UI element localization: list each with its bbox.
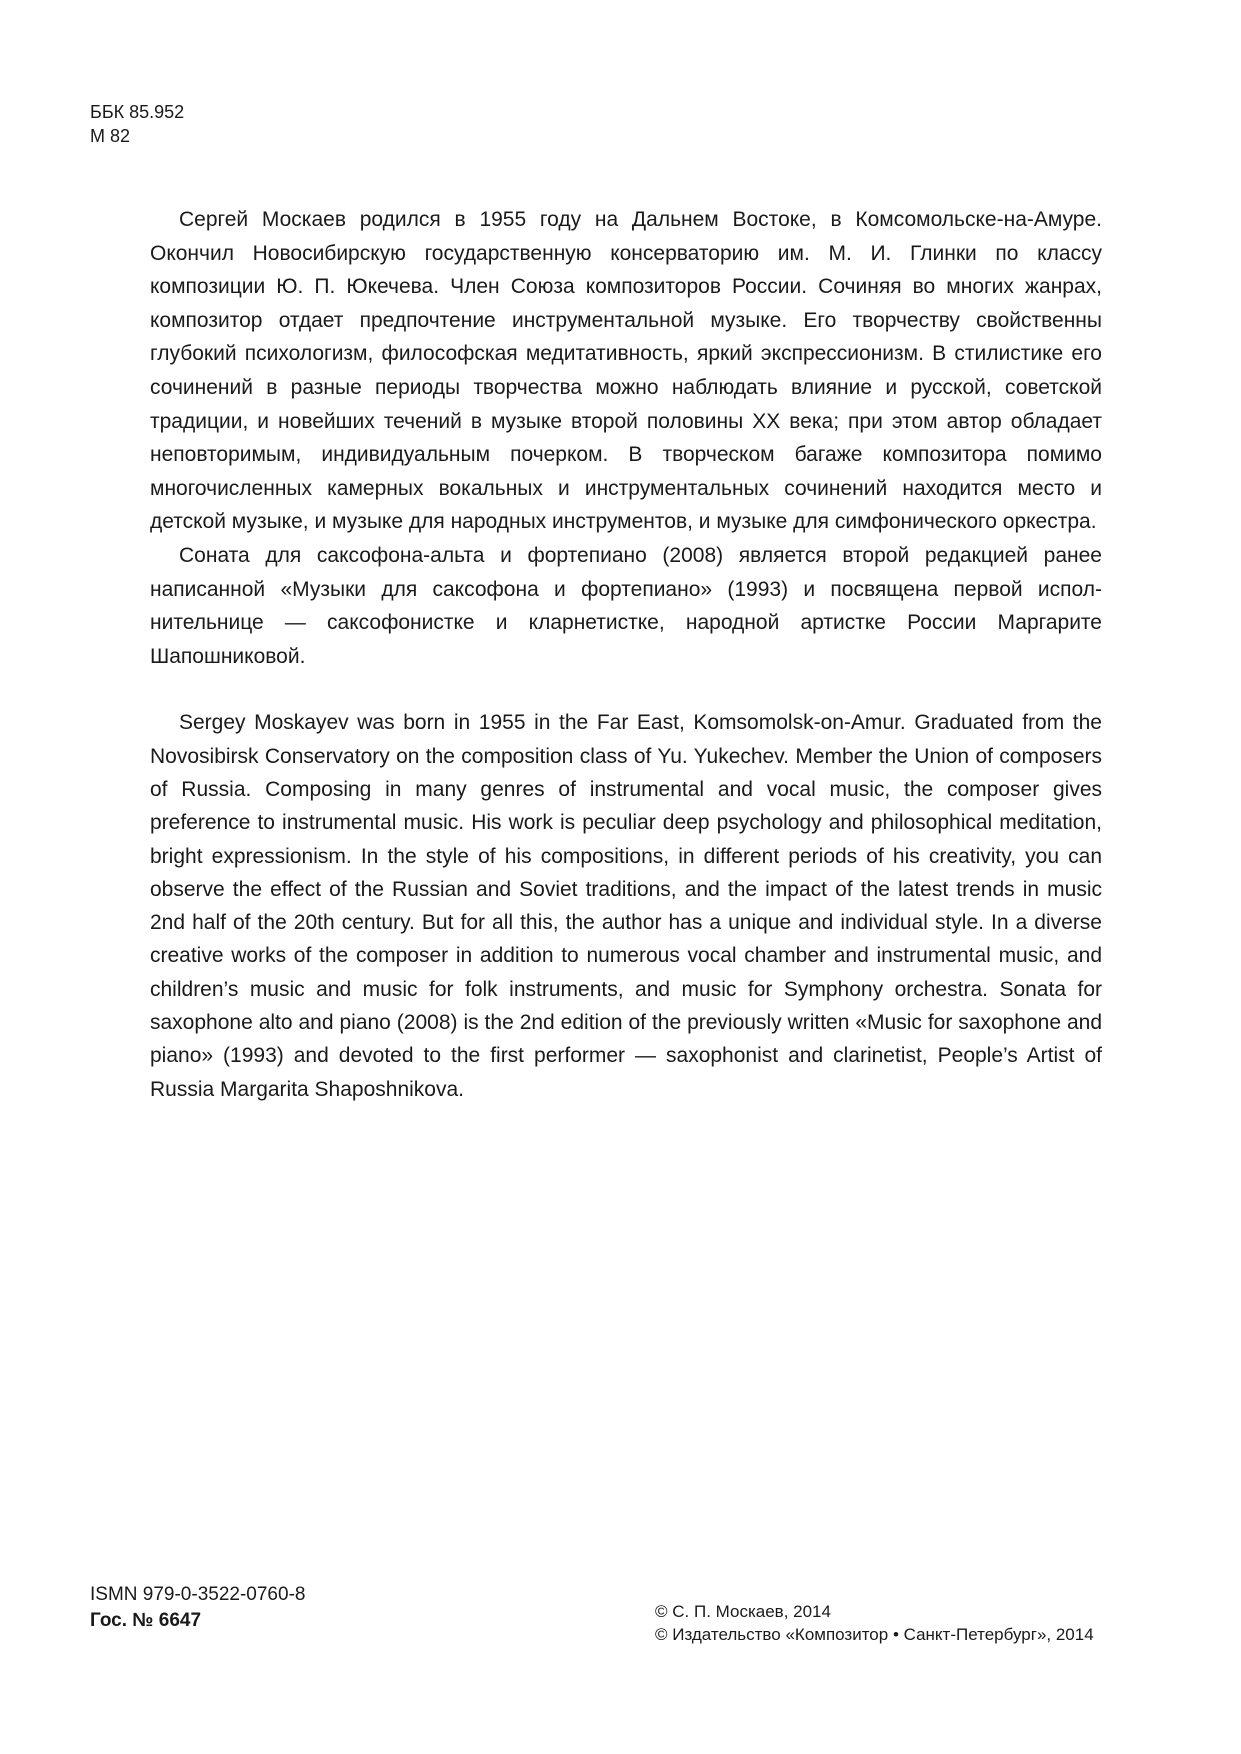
ru-paragraph-biography: Сергей Москаев родился в 1955 году на Дальнем Востоке, в Комсомольске-на-Амуре. Окончил Новосибирскую государственную консерваторию им. М. И. Глинки по классу композиции Ю. П. Юкечева. Член Союза композиторов России. Сочиняя во многих жанрах, композитор отдает предпочтение инструментальной музыке. Его творчеству свойственны глубокий психологизм, философская медитативность, яркий экспрессионизм. В стилистике его сочинений в разные периоды творчества можно наблюдать влияние и русской, советской традиции, и новейших течений в музыке второй половины XX века; при этом автор обладает неповторимым, индивидуальным почерком. В творческом багаже композитора помимо многочисленных камерных вокальных и инструментальных сочинений находится место и детской музыке, и музыке для народных инструментов, и музыке для симфонического оркестра. — [150, 208, 1102, 534]
copyright-author: © С. П. Москаев, 2014 — [655, 1602, 831, 1621]
gos-number: Гос. № 6647 — [90, 1610, 202, 1631]
bbk-code: ББК 85.952 — [90, 102, 185, 122]
footer-identifiers — [90, 1582, 305, 1634]
copyright-publisher: © Издательство «Композитор • Санкт-Петербург», 2014 — [655, 1625, 1094, 1644]
catalog-codes — [90, 100, 184, 148]
en-paragraph: Sergey Moskayev was born in 1955 in the Far East, Komsomolsk-on-Amur. Graduated from the Novosibirsk Conservatory on the composition class of Yu. Yukechev. Member the Union of composers of Russia. Composing in many genres of instrumental and vocal music, the composer gives preference to instrumental music. His work is peculiar deep psychology and philosophical meditation, bright expressionism. In the style of his compositions, in different periods of his creativity, you can observe the effect of the Russian and Soviet traditions, and the impact of the latest trends in music 2nd half of the 20th century. But for all this, the author has a unique and individual style. In a diverse creative works of the composer in addition to numerous vocal chamber and instrumental music, and children’s music and music for folk instruments, and music for Symphony orchestra. Sonata for saxophone alto and piano (2008) is the 2nd edition of the previously written «Music for saxophone and piano» (1993) and devoted to the first performer — saxophonist and clarinetist, People’s Artist of Russia Margarita Shaposhnikova. — [150, 711, 1102, 1101]
copyright-block — [655, 1600, 1094, 1646]
author-mark: М 82 — [90, 126, 131, 146]
ru-paragraph-sonata: Соната для саксофона-альта и фортепиано (2008) является второй редакцией ранее написанной «Музыки для саксофона и фортепиано» (1993) и посвящена первой исполнительнице — саксофонистке и кларнетистке, народной артистке России Маргарите Шапошниковой. — [150, 543, 1102, 668]
annotation-text — [150, 203, 1102, 1106]
ismn: ISMN 979-0-3522-0760-8 — [90, 1584, 306, 1605]
